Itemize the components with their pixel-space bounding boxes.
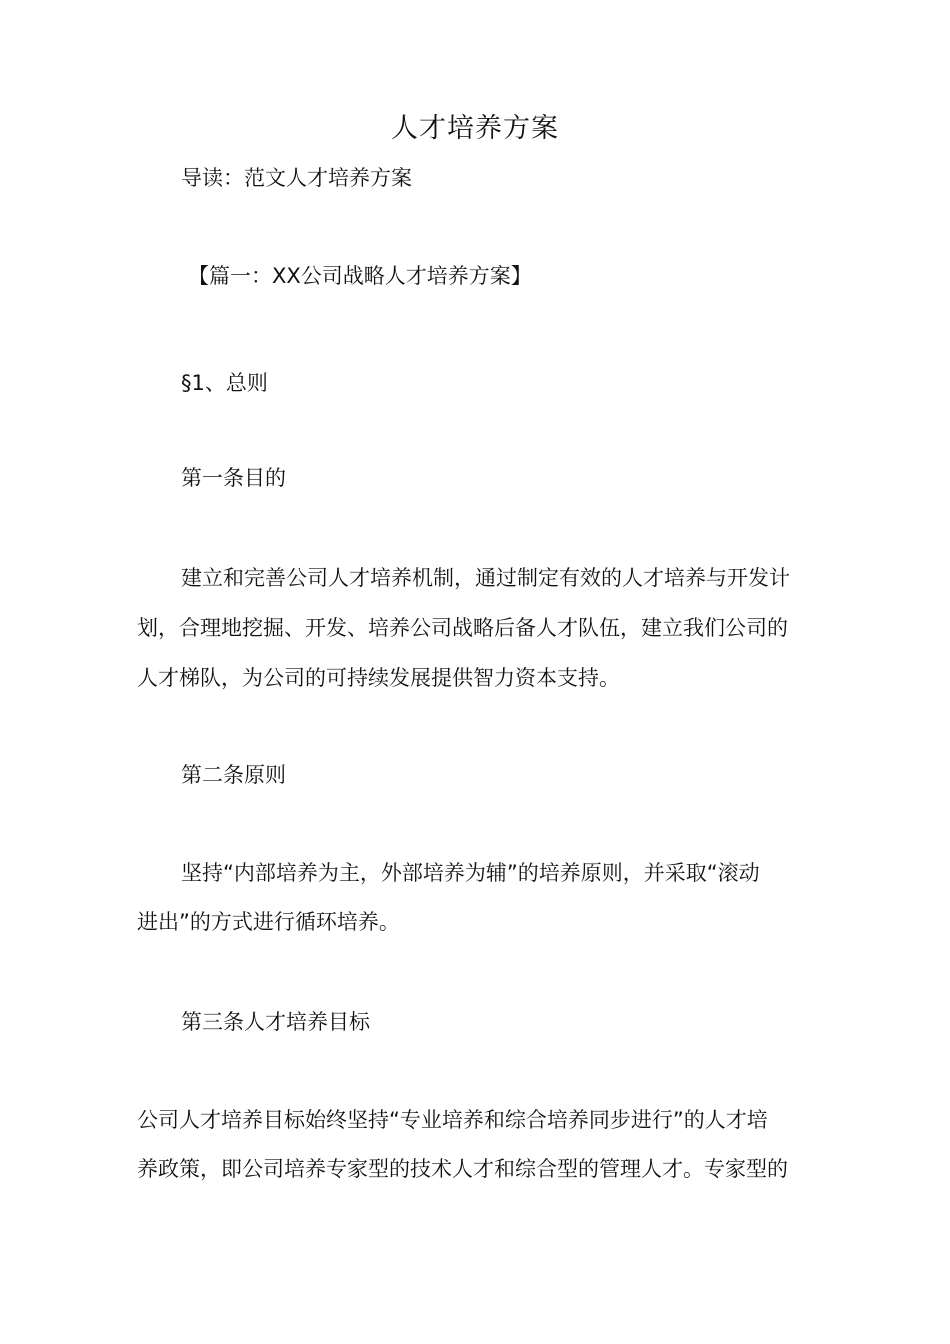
paragraph-line: 人才梯队，为公司的可持续发展提供智力资本支持。: [137, 666, 620, 690]
paragraph-line: 公司人才培养目标始终坚持“专业培养和综合培养同步进行”的人才培: [137, 1108, 768, 1132]
paragraph-line: 建立和完善公司人才培养机制，通过制定有效的人才培养与开发计: [181, 566, 790, 590]
paragraph-line: 养政策，即公司培养专家型的技术人才和综合型的管理人才。专家型的: [137, 1157, 788, 1181]
paragraph-line: 坚持“内部培养为主，外部培养为辅”的培养原则，并采取“滚动: [181, 861, 760, 885]
document-title: 人才培养方案: [391, 113, 559, 144]
article-heading: 第二条原则: [181, 763, 286, 787]
paragraph-line: 划，合理地挖掘、开发、培养公司战略后备人才队伍，建立我们公司的: [137, 616, 788, 640]
article-heading: 第一条目的: [181, 466, 286, 490]
paragraph-line: 进出”的方式进行循环培养。: [137, 910, 400, 934]
article-heading: 第三条人才培养目标: [181, 1010, 370, 1034]
intro-line: 导读：范文人才培养方案: [181, 166, 412, 190]
section-heading: 【篇一：XX公司战略人才培养方案】: [188, 264, 532, 288]
chapter-heading: §1、总则: [181, 371, 268, 395]
